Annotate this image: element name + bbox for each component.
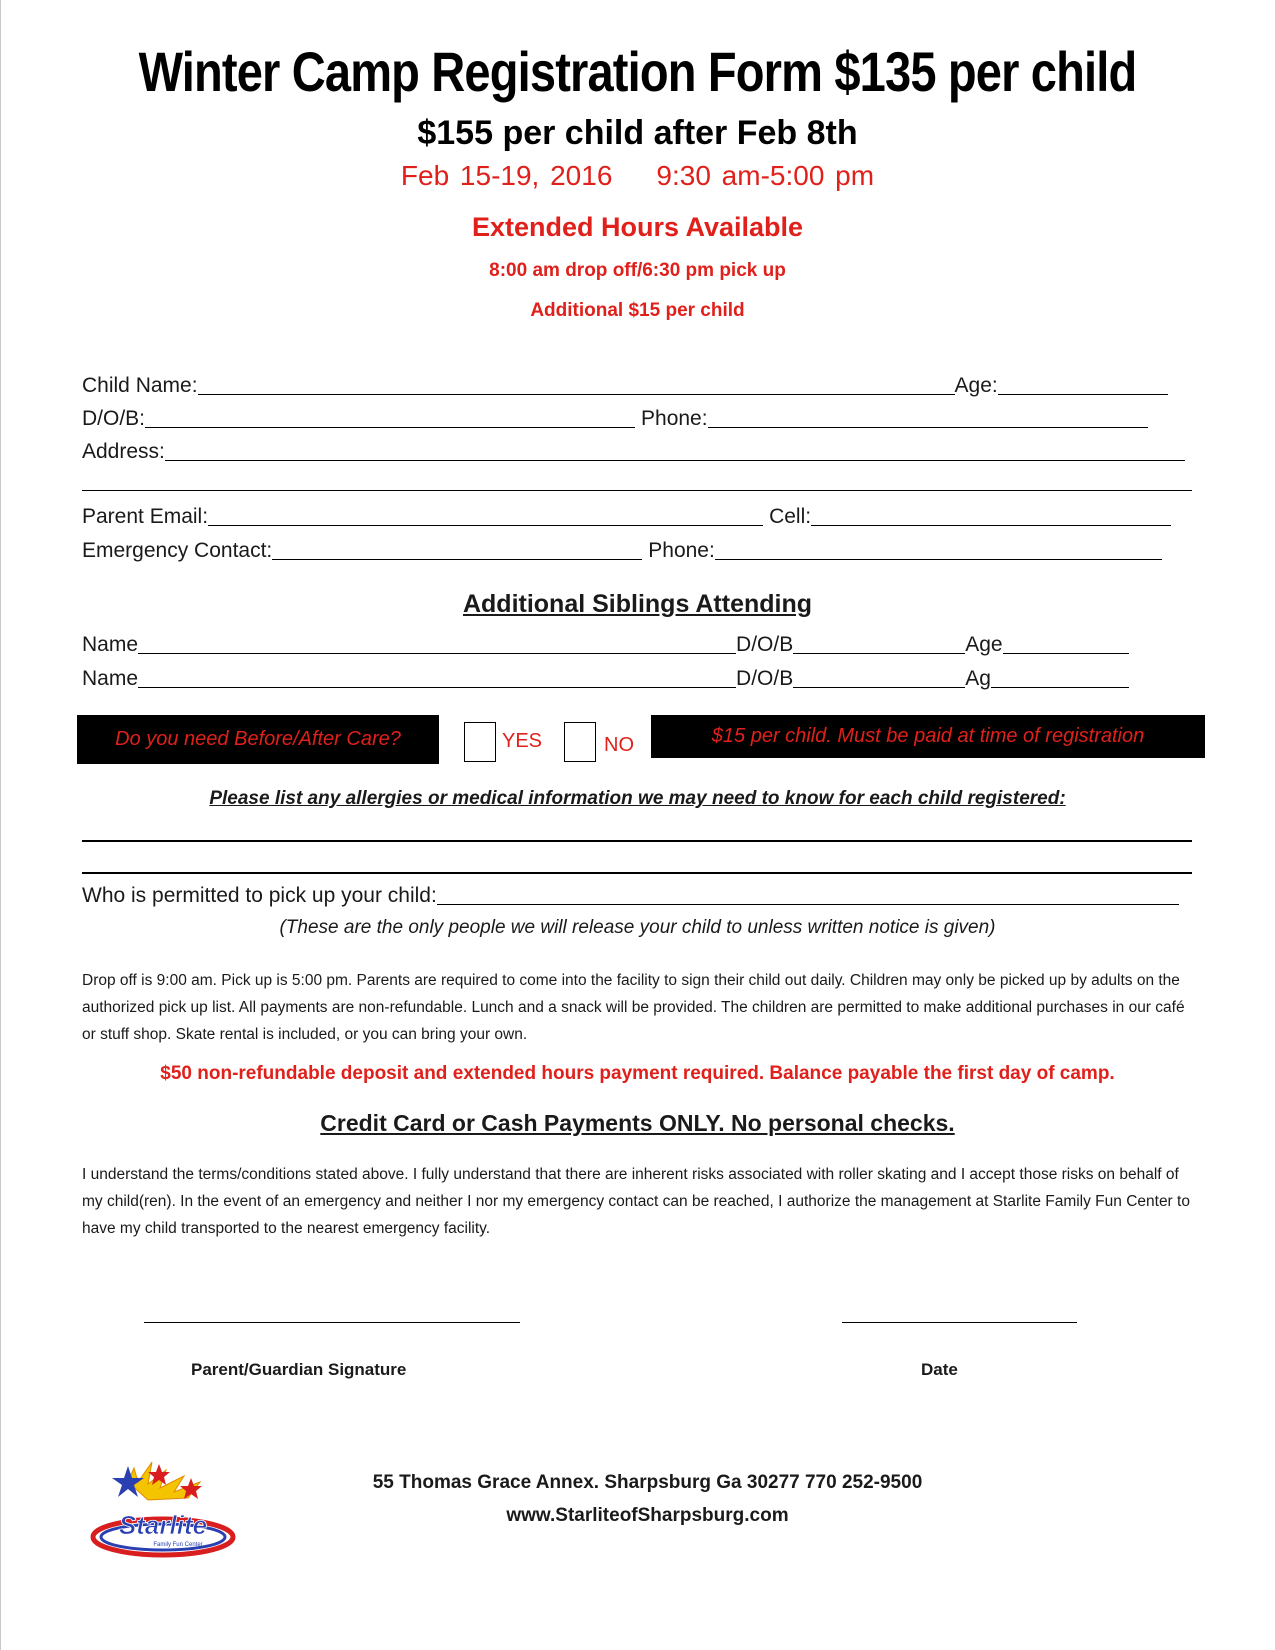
parent-email-field[interactable] [208,505,763,526]
age-label: Age: [954,374,998,397]
care-question: Do you need Before/After Care? [115,728,401,750]
care-yes-checkbox[interactable] [464,722,496,762]
emergency-contact-label: Emergency Contact: [82,539,273,562]
sibling-dob-label: D/O/B [736,667,794,690]
sibling-dob-field[interactable] [793,633,965,654]
parent-email-label: Parent Email: [82,505,209,528]
form-title: Winter Camp Registration Form $135 per child [138,40,1137,103]
siblings-title: Additional Siblings Attending [462,590,813,618]
address-field[interactable] [165,440,1185,461]
child-name-field[interactable] [198,374,955,395]
sibling-name-label: Name [82,667,139,690]
payment-methods: Credit Card or Cash Payments ONLY. No personal checks. [320,1110,955,1136]
sibling-name-field[interactable] [138,633,736,654]
address-field-line-2[interactable] [82,490,1192,491]
page-edge [0,0,1,1650]
child-name-row [82,372,1197,398]
cell-label: Cell: [769,505,812,528]
care-no-label: NO [604,734,634,756]
care-yes-label: YES [502,730,543,752]
date-field[interactable] [842,1322,1077,1323]
camp-hours: 9:30 am-5:00 pm [656,160,875,191]
camp-dates: Feb 15-19, 2016 [400,160,613,191]
allergy-field-line-2[interactable] [82,872,1192,874]
allergy-prompt: Please list any allergies or medical information we may need to know for each child registered: [209,788,1066,809]
extended-hours-times: 8:00 am drop off/6:30 pm pick up [489,260,786,281]
sibling-name-field[interactable] [138,667,736,688]
sibling-age-label: Age [965,633,1003,656]
emergency-phone-label: Phone: [648,539,715,562]
sibling-row [82,665,1129,691]
terms-paragraph: I understand the terms/conditions stated above. I fully understand that there are inherent risks associated with roller skating and I accept those risks on behalf of my child(ren). In the event of an emergency and neither I nor my emergency contact can be reached, I authorize the management at Starlite Family Fun Center to have my child transported to the nearest emergency facility. [82,1166,1190,1237]
pickup-note: (These are the only people we will release your child to unless written notice is given) [279,917,996,938]
date-label: Date [921,1360,958,1379]
emergency-contact-field[interactable] [272,539,642,560]
child-name-label: Child Name: [82,374,198,397]
extended-hours-title: Extended Hours Available [471,212,804,242]
sibling-row [82,631,1129,657]
footer-address: 55 Thomas Grace Annex. Sharpsburg Ga 30277 770 252-9500 [372,1472,923,1493]
dob-label: D/O/B: [82,407,146,430]
deposit-notice: $50 non-refundable deposit and extended hours payment required. Balance payable the first day of camp. [160,1063,1115,1084]
parent-signature-label: Parent/Guardian Signature [191,1360,407,1379]
care-no-checkbox[interactable] [564,722,596,762]
sibling-age-field[interactable] [1003,633,1129,654]
pickup-label: Who is permitted to pick up your child: [82,884,437,907]
sibling-name-label: Name [82,633,139,656]
extended-hours-cost: Additional $15 per child [530,300,745,321]
sibling-age-field[interactable] [991,667,1129,688]
address-row [82,438,1185,464]
parent-signature-field[interactable] [144,1322,520,1323]
pickup-row [82,882,1179,908]
allergy-field-line-1[interactable] [82,840,1192,842]
sibling-dob-field[interactable] [793,667,965,688]
pickup-field[interactable] [437,884,1179,905]
sibling-age-label: Ag [965,667,991,690]
dob-phone-row [82,405,1148,431]
emergency-row [82,537,1162,563]
age-field[interactable] [998,374,1168,395]
footer-website: www.StarliteofSharpsburg.com [506,1505,789,1526]
policy-paragraph: Drop off is 9:00 am. Pick up is 5:00 pm. Parents are required to come into the facility to sign their child out daily. Children may only be picked up by adults on the authorized pick up list. All payments are non-refundable. Lunch and a snack will be provided. The children are permitted to make additional purchases in our café or stuff shop. Skate rental is included, or you can bring your own. [82,972,1185,1043]
cell-field[interactable] [811,505,1171,526]
care-fee-box [651,715,1205,758]
phone-field[interactable] [708,407,1148,428]
dob-field[interactable] [145,407,635,428]
sibling-dob-label: D/O/B [736,633,794,656]
care-fee-note: $15 per child. Must be paid at time of registration [711,725,1145,747]
logo-subtext: Family Fun Center [153,1542,203,1548]
phone-label: Phone: [641,407,708,430]
email-cell-row [82,503,1171,529]
late-price-subtitle: $155 per child after Feb 8th [417,114,858,152]
logo-text: Starlite [118,1510,208,1540]
care-question-box [77,715,439,764]
camp-dates-line [0,160,1275,192]
address-label: Address: [82,440,165,463]
emergency-phone-field[interactable] [715,539,1162,560]
